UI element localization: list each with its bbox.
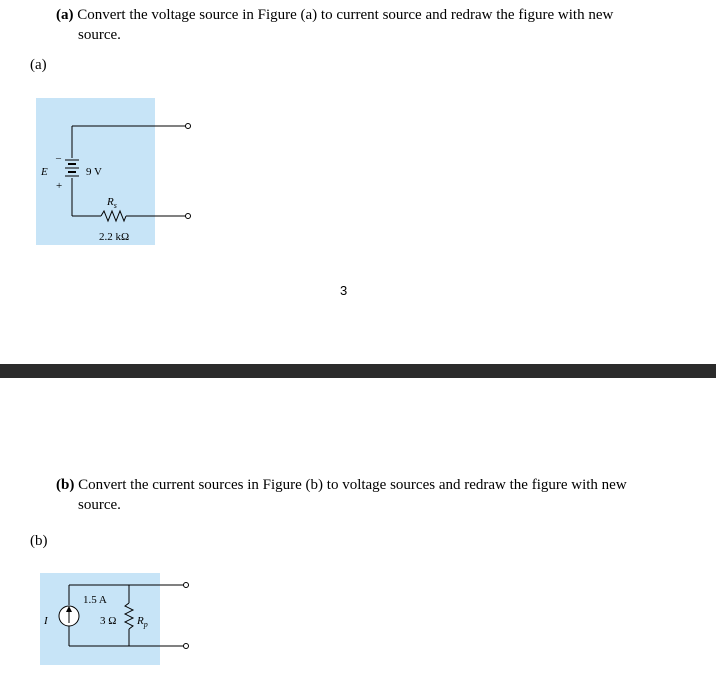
current-value-label: 1.5 A xyxy=(83,594,107,606)
resistor-rp-name: $R_p$ xyxy=(137,615,148,629)
terminal-top-b xyxy=(184,583,189,588)
question-a-cont: source. xyxy=(78,27,121,43)
minus-sign: – xyxy=(56,153,61,164)
resistor-rp-value: 3 Ω xyxy=(100,615,117,627)
resistor-rs-name: $R_s$ xyxy=(107,196,117,210)
source-i-label: I xyxy=(44,615,48,627)
plus-sign: + xyxy=(56,180,63,192)
terminal-bottom-b xyxy=(184,644,189,649)
part-a-label: (a) xyxy=(30,57,47,73)
resistor-rp-symbol xyxy=(125,603,133,629)
question-b-prefix: (b) xyxy=(56,477,75,493)
source-value-label: 9 V xyxy=(86,166,102,178)
question-b-text: Convert the current sources in Figure (b) to voltage sources and redraw the figure with new xyxy=(78,477,627,493)
question-a-prefix: (a) xyxy=(56,7,74,23)
part-b-label: (b) xyxy=(30,533,48,549)
resistor-rs-value: 2.2 kΩ xyxy=(99,231,130,243)
source-e-label: E xyxy=(41,166,48,178)
question-b-cont: source. xyxy=(78,497,121,513)
page-number: 3 xyxy=(340,283,348,298)
question-a-text: Convert the voltage source in Figure (a) to current source and redraw the figure with new xyxy=(77,7,614,23)
